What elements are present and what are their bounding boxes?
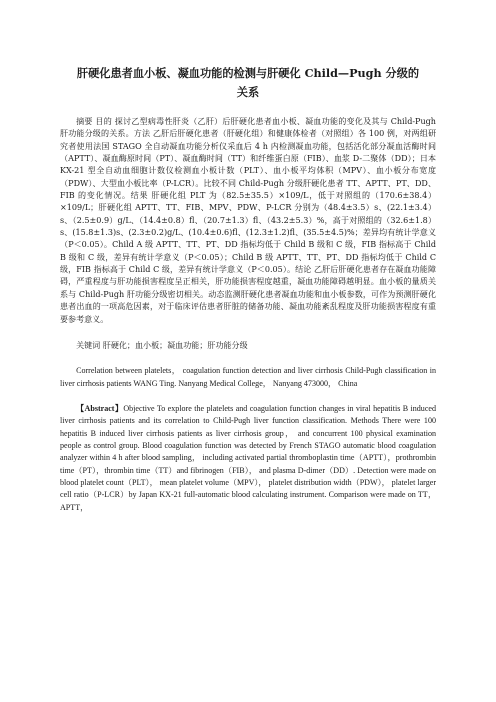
chinese-abstract: 摘要 目的 探讨乙型病毒性肝炎（乙肝）后肝硬化患者血小板、凝血功能的变化及其与 Child-Pugh 肝功能分级的关系。方法 乙肝后肝硬化患者（肝硬化组）和健康体检者（对照组）各 100 例，对两组研究者使用法国 STAGO 全自动凝血功能分析仪采血后 4 h 内检测凝血功能，包括活化部分凝血活酶时间（APTT）、凝血酶原时间（PT）、凝血酶时间（TT）和纤维蛋白原（FIB）、血浆 D-二聚体（DD）；日本 KX-21 型全自动血细胞计数仪检测血小板计数（PLT）、血小板平均体积（MPV）、血小板分布宽度（PDW）、大型血小板比率（P-LCR）。比较不同 Child-Pugh 分级肝硬化患者 TT、APTT、PT、DD、FIB 的变化情况。结果 肝硬化组 PLT 为（82.5±35.5）×109/L，低于对照组的（170.6±38.4）×109/L；肝硬化组 APTT、TT、FIB、MPV、PDW、P-LCR 分别为（48.4±3.5）s、(22.1±3.4）s、（2.5±0.9）g/L、（14.4±0.8）fl、（20.7±1.3）fl、（43.2±5.3）%，高于对照组的（32.6±1.8）s、(15.8±1.3)s、(2.3±0.2)g/L、(10.4±0.6)fl、(12.3±1.2)fl、(35.5±4.5)%；差异均有统计学意义（P＜0.05）。Child A 级 APTT、TT、PT、DD 指标均低于 Child B 级和 C 级，FIB 指标高于 Child B 级和 C 级，差异有统计学意义（P＜0.05）；Child B 级 APTT、TT、PT、DD 指标均低于 Child C 级，FIB 指标高于 Child C 级，差异有统计学意义（P＜0.05）。结论 乙肝后肝硬化患者存在凝血功能障碍，严重程度与肝功能损害程度呈正相关，肝功能损害程度越重，凝血功能障碍越明显。血小板的量质关系与 Child-Pugh 肝功能分级密切相关。动态监测肝硬化患者凝血功能和血小板参数，可作为预测肝硬化患者出血的一项高危因素，对于临床评估患者肝脏的储备功能、凝血功能紊乱程度及肝功能损害程度有重要参考意义。 (60, 117, 436, 324)
paper-title-line1: 肝硬化患者血小板、凝血功能的检测与肝硬化 Child—Pugh 分级的 (76, 66, 420, 80)
paper-title-line2: 关系 (236, 85, 260, 99)
keywords: 关键词 肝硬化；血小板；凝血功能；肝功能分级 (76, 340, 248, 350)
english-abstract-text: Objective To explore the platelets and coagulation function changes in viral hepatitis B induced liver cirrhosis patients and its correlation to Child-Pugh liver function classification. Methods There were 100 hepatitis B induced liver cirrhosis patients as liver cirrhosis group， and concurrent 100 physical examination people as control group. Blood coagulation function was detected by French STAGO automatic blood coagulation analyzer within 4 h after blood sampling， including activated partial thromboplastin time（APTT），prothrombin time（PT），thrombin time（TT）and fibrinogen（FIB）， and plasma D-dimer（DD）. Detection were made on blood platelet count（PLT）， mean platelet volume（MPV）， platelet distribution width（PDW）， platelet larger cell ratio（P-LCR）by Japan KX-21 full-automatic blood calculating instrument. Comparison were made on TT， APTT， (60, 403, 436, 512)
abstract-label: 【Abstract】 (76, 403, 124, 413)
english-abstract (60, 403, 436, 514)
english-title-affiliation: Correlation between platelets， coagulation function detection and liver cirrhosis Child-Pugh classification in liver cirrhosis patients WANG Ting. Nanyang Medical College， Nanyang 473000， China (60, 366, 436, 388)
